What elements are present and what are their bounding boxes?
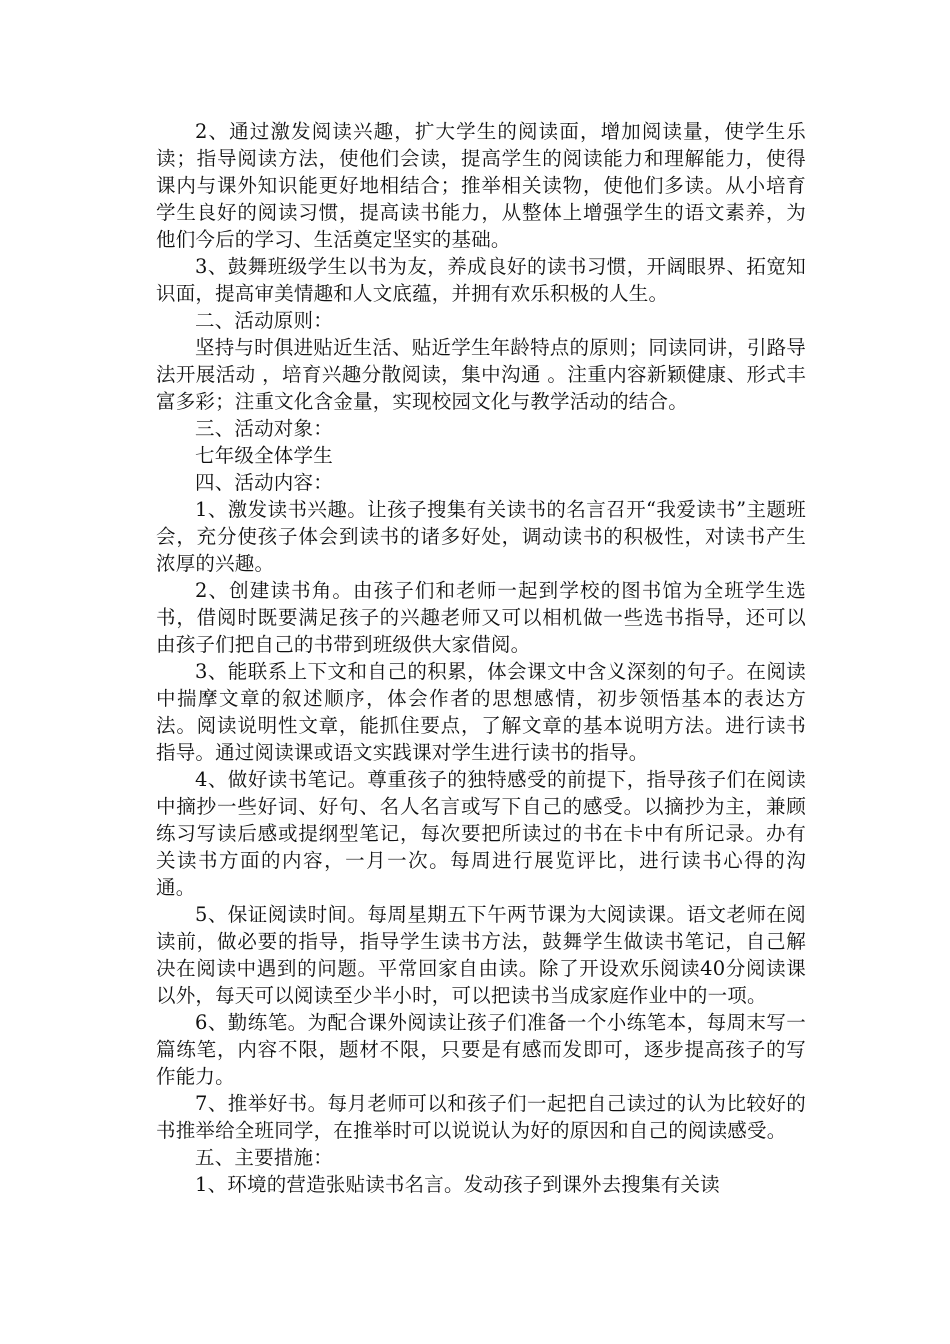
paragraph-content-4: 4、做好读书笔记。尊重孩子的独特感受的前提下，指导孩子们在阅读中摘抄一些好词、好句、名人名言或写下自己的感受。以摘抄为主，兼顾练习写读后感或提纲型笔记，每次要把所读过的书在卡中有所记录。办有关读书方面的内容，一月一次。每周进行展览评比，进行读书心得的沟通。 — [156, 768, 806, 899]
document-body — [156, 118, 806, 1198]
paragraph-content-3: 3、能联系上下文和自己的积累，体会课文中含义深刻的句子。在阅读中揣摩文章的叙述顺序，体会作者的思想感情，初步领悟基本的表达方法。阅读说明性文章，能抓住要点，了解文章的基本说明方法。进行读书指导。通过阅读课或语文实践课对学生进行读书的指导。 — [156, 660, 806, 764]
paragraph-content-1: 1、激发读书兴趣。让孩子搜集有关读书的名言召开“我爱读书”主题班会，充分使孩子体会到读书的诸多好处，调动读书的积极性，对读书产生浓厚的兴趣。 — [156, 498, 806, 575]
heading-measures: 五、主要措施： — [195, 1146, 333, 1169]
paragraph-content-5: 5、保证阅读时间。每周星期五下午两节课为大阅读课。语文老师在阅读前，做必要的指导，指导学生读书方法，鼓舞学生做读书笔记，自己解决在阅读中遇到的问题。平常回家自由读。除了开设欢乐阅读40分阅读课以外，每天可以阅读至少半小时，可以把读书当成家庭作业中的一项。 — [156, 903, 806, 1007]
paragraph-content-2: 2、创建读书角。由孩子们和老师一起到学校的图书馆为全班学生选书，借阅时既要满足孩子的兴趣老师又可以相机做一些选书指导，还可以由孩子们把自己的书带到班级供大家借阅。 — [156, 579, 806, 656]
heading-content: 四、活动内容： — [195, 471, 333, 494]
heading-principles: 二、活动原则： — [195, 309, 333, 332]
paragraph-goal-2: 2、通过激发阅读兴趣，扩大学生的阅读面，增加阅读量，使学生乐读；指导阅读方法，使他们会读，提高学生的阅读能力和理解能力，使得课内与课外知识能更好地相结合；推举相关读物，使他们多读。从小培育学生良好的阅读习惯，提高读书能力，从整体上增强学生的语文素养，为他们今后的学习、生活奠定坚实的基础。 — [156, 120, 806, 251]
heading-target: 三、活动对象： — [195, 417, 333, 440]
paragraph-target: 七年级全体学生 — [195, 444, 333, 467]
paragraph-measures-1: 1、环境的营造张贴读书名言。发动孩子到课外去搜集有关读 — [195, 1173, 720, 1196]
paragraph-goal-3: 3、鼓舞班级学生以书为友，养成良好的读书习惯，开阔眼界、拓宽知识面，提高审美情趣和人文底蕴，并拥有欢乐积极的人生。 — [156, 255, 806, 305]
paragraph-content-6: 6、勤练笔。为配合课外阅读让孩子们准备一个小练笔本，每周末写一篇练笔，内容不限，题材不限，只要是有感而发即可，逐步提高孩子的写作能力。 — [156, 1011, 806, 1088]
paragraph-principles: 坚持与时俱进贴近生活、贴近学生年龄特点的原则；同读同讲，引路导法开展活动 ，培育兴趣分散阅读，集中沟通 。注重内容新颖健康、形式丰富多彩；注重文化含金量，实现校园文化与教学活动的结合。 — [156, 336, 806, 413]
paragraph-content-7: 7、推举好书。每月老师可以和孩子们一起把自己读过的认为比较好的书推举给全班同学，在推举时可以说说认为好的原因和自己的阅读感受。 — [156, 1092, 806, 1142]
